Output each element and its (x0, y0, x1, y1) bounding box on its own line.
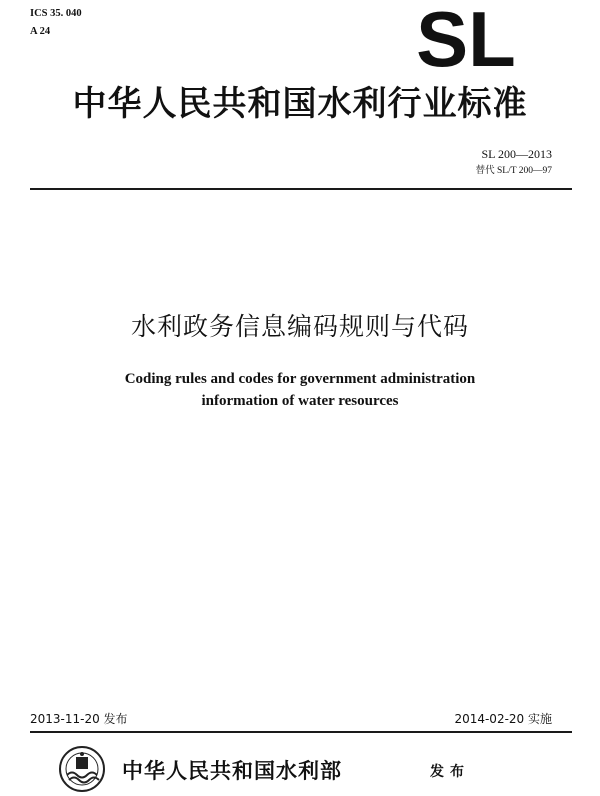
title-chinese: 水利政务信息编码规则与代码 (130, 312, 469, 341)
ics-code: ICS 35. 040 (30, 8, 82, 19)
title-english-line1: Coding rules and codes for government administration (124, 371, 476, 387)
top-divider (30, 188, 572, 190)
implementation-date: 2014-02-20 实施 (454, 712, 552, 726)
ministry-emblem-icon (58, 745, 106, 793)
sl-logo-text: SL (416, 4, 516, 74)
organization-title: 中华人民共和国水利行业标准 (72, 84, 528, 124)
ccs-code: A 24 (30, 26, 51, 37)
issue-date: 2013-11-20 发布 (30, 712, 128, 726)
sl-logo (400, 4, 532, 74)
bottom-divider (30, 731, 572, 733)
issuer-name: 中华人民共和国水利部 (122, 759, 342, 783)
title-english-line2: information of water resources (201, 393, 399, 409)
standard-number: SL 200—2013 (481, 147, 552, 161)
replaces-standard: 替代 SL/T 200—97 (475, 166, 552, 176)
publish-label: 发布 (430, 764, 470, 780)
